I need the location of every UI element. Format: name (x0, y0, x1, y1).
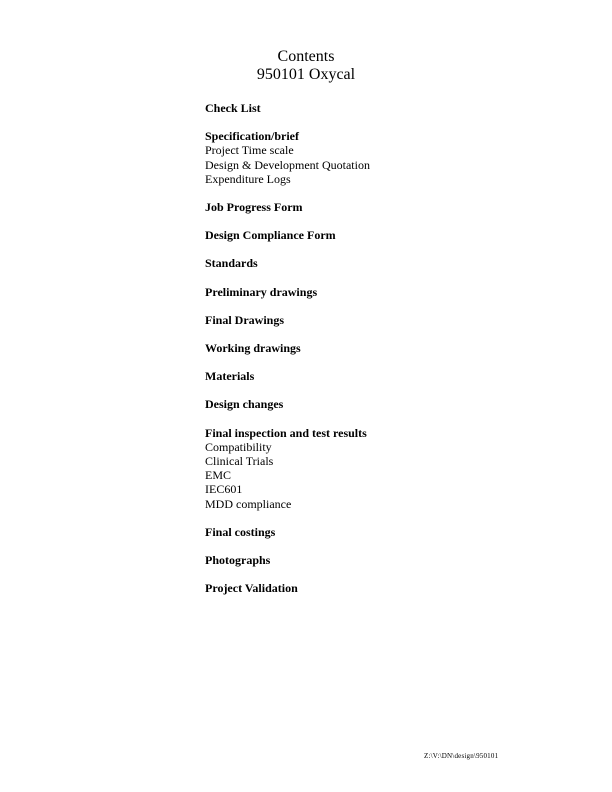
toc-section-heading: Standards (205, 256, 258, 271)
toc-section (205, 129, 565, 186)
toc-section-heading: Design Compliance Form (205, 228, 336, 243)
toc-subitem: Expenditure Logs (205, 171, 291, 186)
toc-section-heading: Materials (205, 369, 255, 384)
toc-section (205, 285, 565, 299)
toc-subitem: Compatibility (205, 439, 272, 454)
toc-section-heading: Working drawings (205, 341, 301, 356)
toc-section (205, 200, 565, 214)
toc-section (205, 525, 565, 539)
toc-section (205, 369, 565, 383)
toc-section-heading: Check List (205, 101, 261, 115)
toc-subitem: MDD compliance (205, 496, 292, 511)
toc-subitem: Design & Development Quotation (205, 157, 370, 172)
toc-section-heading: Final Drawings (205, 312, 285, 327)
toc-subitem: EMC (205, 468, 232, 483)
toc-section (205, 228, 565, 242)
toc-section-heading: Preliminary drawings (205, 284, 318, 299)
toc-section (205, 581, 565, 595)
toc-section (205, 256, 565, 270)
toc-section (205, 341, 565, 355)
toc-section-heading: Design changes (205, 397, 284, 412)
toc-subitem: Project Time scale (205, 143, 294, 158)
footer-file-path: Z:\V:\DN\design\950101 (424, 752, 499, 760)
document-title: Contents (277, 48, 335, 65)
document-subtitle: 950101 Oxycal (256, 66, 356, 83)
toc-section (205, 426, 565, 511)
toc-subitem: IEC601 (205, 482, 243, 497)
toc-subitem: Clinical Trials (205, 454, 274, 469)
toc-section-heading: Final costings (205, 524, 276, 539)
toc-section-heading: Specification/brief (205, 129, 299, 144)
table-of-contents (205, 101, 565, 609)
toc-section (205, 553, 565, 567)
toc-section-heading: Project Validation (205, 581, 298, 596)
toc-section (205, 101, 565, 115)
toc-section-heading: Final inspection and test results (205, 425, 367, 440)
toc-section (205, 313, 565, 327)
toc-section-heading: Job Progress Form (205, 200, 303, 215)
toc-section (205, 397, 565, 411)
toc-section-heading: Photographs (205, 553, 271, 568)
